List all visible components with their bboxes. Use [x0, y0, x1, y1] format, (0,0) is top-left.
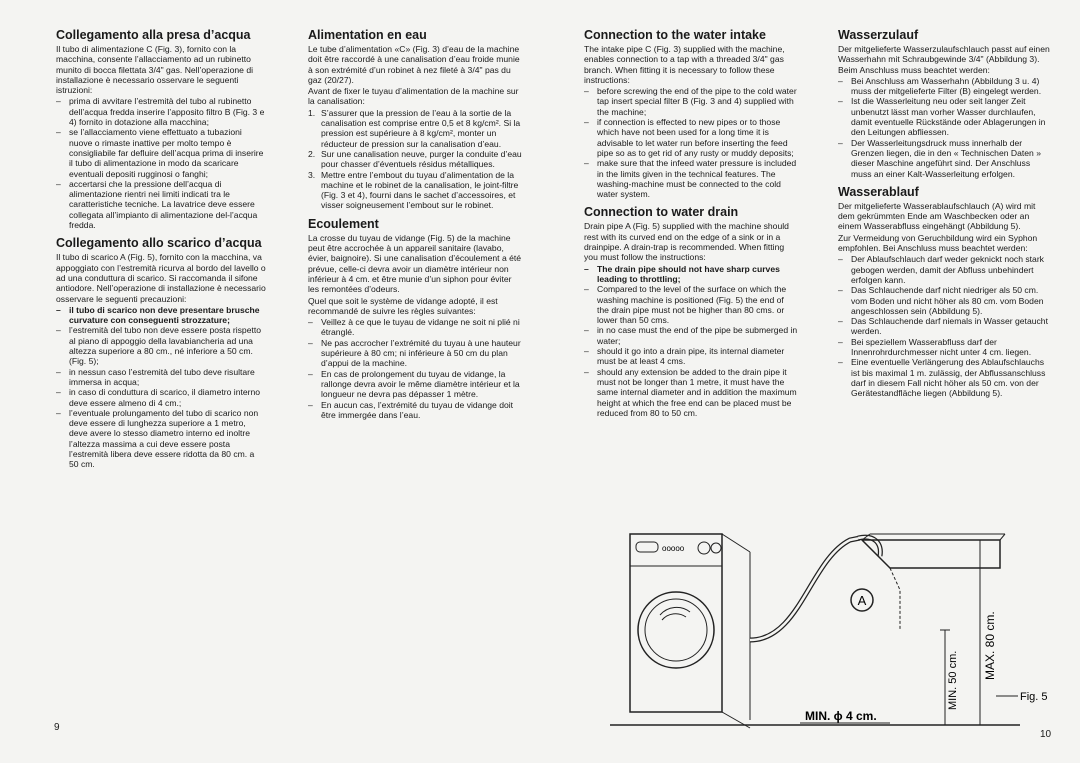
figure-caption: Fig. 5 — [1020, 691, 1048, 703]
list-item: 1. S’assurer que la pression de l’eau à la sortie de la canalisation est comprise entre 0,5 et 8 kg/cm². Si la pression est supérieure à 8 kg/cm², monter un réducteur de pression sur la canalisation d’eau. — [308, 107, 521, 149]
column-english — [584, 26, 798, 418]
list-item: – En cas de prolongement du tuyau de vidange, la rallonge devra avoir le même diamètre intérieur et la longueur ne devra pas dépasser 1 mètre. — [308, 369, 522, 400]
list-de-drain — [838, 254, 1052, 398]
panel-dots: ooooo — [662, 544, 685, 553]
list-it-drain — [56, 305, 266, 470]
page-number-right: 10 — [1040, 729, 1052, 740]
list-fr-drain — [308, 317, 522, 420]
paragraph: Quel que soit le système de vidange adopté, il est recommandé de suivre les règles suivantes: — [308, 295, 498, 316]
heading-en-water-intake: Connection to the water intake — [584, 28, 766, 42]
paragraph: Le tube d’alimentation «C» (Fig. 3) d’eau de la machine doit être raccordé à une canalisation d’eau froide munie à son extrémité d’un robinet à nez fileté à 3/4" pas du gaz (20/27). — [308, 44, 520, 85]
list-item: – accertarsi che la pressione dell’acqua di alimentazione rientri nei limiti indicati tra le caratteristiche tecniche. La lavatrice deve essere collegata all’impianto di alimentazione del-l’acqua fredda. — [56, 179, 266, 230]
list-item: – En aucun cas, l’extrémité du tuyau de vidange doit être immergée dans l’eau. — [308, 400, 522, 421]
dim-min-height: MIN. 50 cm. — [947, 650, 959, 710]
list-item: 2. Sur une canalisation neuve, purger la conduite d’eau pour chasser d’éventuels résidus métalliques. — [308, 148, 522, 170]
paragraph: Der mitgelieferte Wasserzulaufschlauch passt auf einen Wasserhahn mit Schraubgewinde 3/4" (Abbildung 3). Beim Anschluss muss beachtet werden: — [838, 44, 1050, 75]
paragraph: Il tubo di alimentazione C (Fig. 3), fornito con la macchina, consente l’allacciamento ad un rubinetto munito di bocca filettata 3/4" gas. Nell’operazione di installazione è necessario osservare le seguenti istruzioni: — [56, 44, 254, 96]
list-item: – il tubo di scarico non deve presentare brusche curvature con conseguenti strozzature; — [56, 305, 266, 326]
list-item: 3. Mettre entre l’embout du tuyau d’alimentation de la machine et le robinet de la canalisation, le joint-filtre (Fig. 3 et 4), fourni dans le sachet d’accessoires, et visser soigneusement l’embout sur le robinet. — [308, 169, 519, 211]
list-fr-intake — [308, 108, 522, 211]
list-item: – Eine eventuelle Verlängerung des Ablaufschlauchs ist bis maximal 1 m. zulässig, der Abflussanschluss darf in diesem Fall nicht höher als 50 cm. von der Gerätestandfläche liegen (Abbildung 5). — [838, 357, 1052, 398]
paragraph: Der mitgelieferte Wasserablaufschlauch (A) wird mit dem gekrümmten Ende am Waschbecken oder an einem Wasserabfluss eingehängt (Abbildung 5). — [838, 200, 1036, 232]
list-it-intake — [56, 96, 266, 230]
list-item: – if connection is effected to new pipes or to those which have not been used for a long time it is advisable to let water run before inserting the feed pipe so as to get rid of any rusty or muddy deposits; — [584, 117, 798, 158]
column-italian — [56, 26, 266, 470]
column-french — [308, 26, 522, 420]
list-item: – Compared to the level of the surface on which the washing machine is positioned (Fig. 5) the end of the drain pipe must not be higher than 80 cms. or lower than 50 cms. — [584, 284, 798, 325]
paragraph: Drain pipe A (Fig. 5) supplied with the machine should rest with its curved end on the edge of a sink or in a drainpipe. A drain-trap is recommended. When fitting you must follow the instructions: — [584, 221, 789, 263]
list-item: – Der Ablaufschlauch darf weder geknickt noch stark gebogen werden, damit der Abfluss unbehindert erfolgen kann. — [838, 254, 1052, 285]
list-item: – Bei speziellem Wasserabfluss darf der Innenrohrdurchmesser nicht unter 4 cm. liegen. — [838, 337, 1052, 358]
list-item: – in nessun caso l’estremità del tubo deve risultare immersa in acqua; — [56, 367, 266, 388]
paragraph: La crosse du tuyau de vidange (Fig. 5) de la machine peut être accrochée à un appareil sanitaire (lavabo, évier, baignoire). Si une canalisation d’écoulement a été prévue, celle-ci devra avoir un diamètre intérieur non inférieur à 4 cm. et être munie d’un siphon pour éviter les remontées d’odeurs. — [308, 232, 522, 295]
heading-it-water-intake: Collegamento alla presa d’acqua — [56, 28, 251, 42]
drain-hose — [750, 538, 860, 640]
dim-max-height: MAX. 80 cm. — [983, 611, 997, 680]
heading-de-water-intake: Wasserzulauf — [838, 28, 919, 42]
list-item: – Veillez à ce que le tuyau de vidange ne soit ni plié ni étranglé. — [308, 317, 522, 338]
list-item: – l’eventuale prolungamento del tubo di scarico non deve essere di lunghezza superiore a 1 metro, deve avere lo stesso diametro interno ed inoltre l’altezza massima a cui deve essere posta l’estremità libera deve essere ridotta da 80 cm. a 50 cm. — [56, 408, 266, 470]
list-de-intake — [838, 76, 1052, 179]
list-item: – Ne pas accrocher l’extrémité du tuyau à une hauteur supérieure à 80 cm; ni inférieure à 50 cm du plan d’appui de la machine. — [308, 338, 522, 369]
list-item: – Das Schlauchende darf nicht niedriger als 50 cm. vom Boden und nicht höher als 80 cm. vom Boden angeschlossen sein (Abbildung 5). — [838, 285, 1052, 316]
column-german — [838, 26, 1052, 399]
list-item: – prima di avvitare l’estremità del tubo al rubinetto dell’acqua fredda inserire l’apposito filtro B (Fig. 3 e 4) fornito in dotazione alla macchina; — [56, 96, 266, 127]
door-inner — [645, 599, 707, 661]
list-item: – Das Schlauchende darf niemals in Wasser getaucht werden. — [838, 316, 1052, 337]
list-item: – se l’allacciamento viene effettuato a tubazioni nuove o rimaste inattive per molto tempo è consigliabile far defluire dell’acqua prima di inserire il tubo di alimentazione in modo da scaricare eventuali depositi rugginosi o fanghi; — [56, 127, 266, 178]
heading-en-drain: Connection to water drain — [584, 205, 739, 220]
paragraph: Il tubo di scarico A (Fig. 5), fornito con la macchina, va appoggiato con l’estremità ricurva al bordo del lavello o ad una conduttura di scarico. Si raccomanda il sifone antiodore. Nell’operazione di installazione è necessario osservare le seguenti precauzioni: — [56, 252, 266, 304]
heading-de-drain: Wasserablauf — [838, 184, 919, 199]
page-number-left: 9 — [54, 722, 60, 733]
paragraph: Avant de fixer le tuyau d’alimentation de la machine sur la canalisation: — [308, 86, 519, 107]
list-en-drain — [584, 264, 798, 418]
paragraph: The intake pipe C (Fig. 3) supplied with the machine, enables connection to a tap with a threaded 3/4" gas branch. When fitting it is necessary to follow these instructions: — [584, 44, 785, 85]
figure-5-drain-diagram — [600, 520, 1070, 738]
list-item: – should it go into a drain pipe, its internal diameter must be at least 4 cms. — [584, 346, 798, 367]
list-item: – before screwing the end of the pipe to the cold water tap insert special filter B (Fig. 3 and 4) supplied with the machine; — [584, 86, 798, 117]
list-item: – in caso di conduttura di scarico, il diametro interno deve essere almeno di 4 cm.; — [56, 387, 266, 408]
door-outer — [638, 592, 714, 668]
paragraph: Zur Vermeidung von Geruchbildung wird ein Syphon empfohlen. Bei Anschluss muss beachtet werden: — [838, 232, 1038, 254]
list-item: – make sure that the infeed water pressure is included in the limits given in the technical features. The washing-machine must be connected to the cold water system. — [584, 158, 798, 199]
label-a: A — [857, 593, 867, 608]
list-item: – The drain pipe should not have sharp curves leading to throttling; — [584, 264, 798, 285]
washing-machine-outline — [630, 534, 722, 712]
heading-it-drain: Collegamento allo scarico d’acqua — [56, 236, 262, 251]
list-item: – Der Wasserleitungsdruck muss innerhalb der Grenzen liegen, die in den « Technischen Daten » dieser Maschine angeführt sind. Der Anschluss muss an einer Kalt-Wasserleitung erfolgen. — [838, 138, 1052, 179]
list-item: – Bei Anschluss am Wasserhahn (Abbildung 3 u. 4) muss der mitgelieferte Filter (B) eingelegt werden. — [838, 76, 1052, 97]
dim-diameter: MIN. ϕ 4 cm. — [805, 709, 877, 723]
list-item: – in no case must the end of the pipe be submerged in water; — [584, 325, 798, 346]
list-item: – Ist die Wasserleitung neu oder seit langer Zeit unbenutzt lässt man vorher Wasser durchlaufen, damit eventuelle Rückstände oder Ablagerungen in den Leitungen abfliessen. — [838, 96, 1052, 137]
heading-fr-drain: Ecoulement — [308, 216, 379, 231]
list-en-intake — [584, 86, 798, 199]
list-item: – should any extension be added to the drain pipe it must not be longer than 1 metre, it must have the same internal diameter and in addition the maximum height at which the free end can be placed must be reduced from 80 to 50 cm. — [584, 367, 798, 418]
list-item: – l’estremità del tubo non deve essere posta rispetto al piano di appoggio della lavabiancheria ad una altezza superiore a 80 cm., né inferiore a 50 cm. (Fig. 5); — [56, 325, 266, 366]
heading-fr-water-intake: Alimentation en eau — [308, 28, 427, 42]
